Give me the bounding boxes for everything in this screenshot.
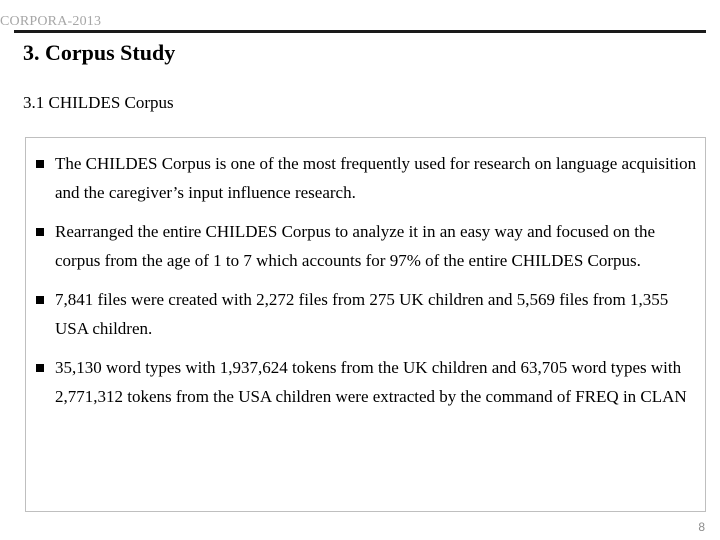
square-bullet-icon	[36, 296, 44, 304]
bullet-text: 7,841 files were created with 2,272 files from 275 UK children and 5,569 files from 1,355 USA children.	[55, 290, 669, 338]
square-bullet-icon	[36, 364, 44, 372]
content-box	[25, 137, 706, 512]
square-bullet-icon	[36, 228, 44, 236]
section-heading: 3.1 CHILDES Corpus	[23, 93, 174, 112]
header-rule	[14, 30, 706, 33]
bullet-item	[32, 218, 700, 275]
page-number: 8	[698, 520, 705, 534]
bullet-item	[32, 286, 700, 343]
square-bullet-icon	[36, 160, 44, 168]
bullet-text: The CHILDES Corpus is one of the most frequently used for research on language acquisition and the caregiver’s input influence research.	[55, 154, 697, 202]
bullet-list	[32, 150, 700, 422]
bullet-item	[32, 150, 700, 207]
bullet-text: Rearranged the entire CHILDES Corpus to analyze it in an easy way and focused on the corpus from the age of 1 to 7 which accounts for 97% of the entire CHILDES Corpus.	[55, 222, 656, 270]
bullet-text: 35,130 word types with 1,937,624 tokens from the UK children and 63,705 word types with 2,771,312 tokens from the USA children were extracted by the command of FREQ in CLAN	[55, 358, 687, 406]
bullet-item	[32, 354, 700, 411]
header-label: CORPORA-2013	[0, 14, 102, 29]
slide-title: 3. Corpus Study	[23, 40, 176, 65]
